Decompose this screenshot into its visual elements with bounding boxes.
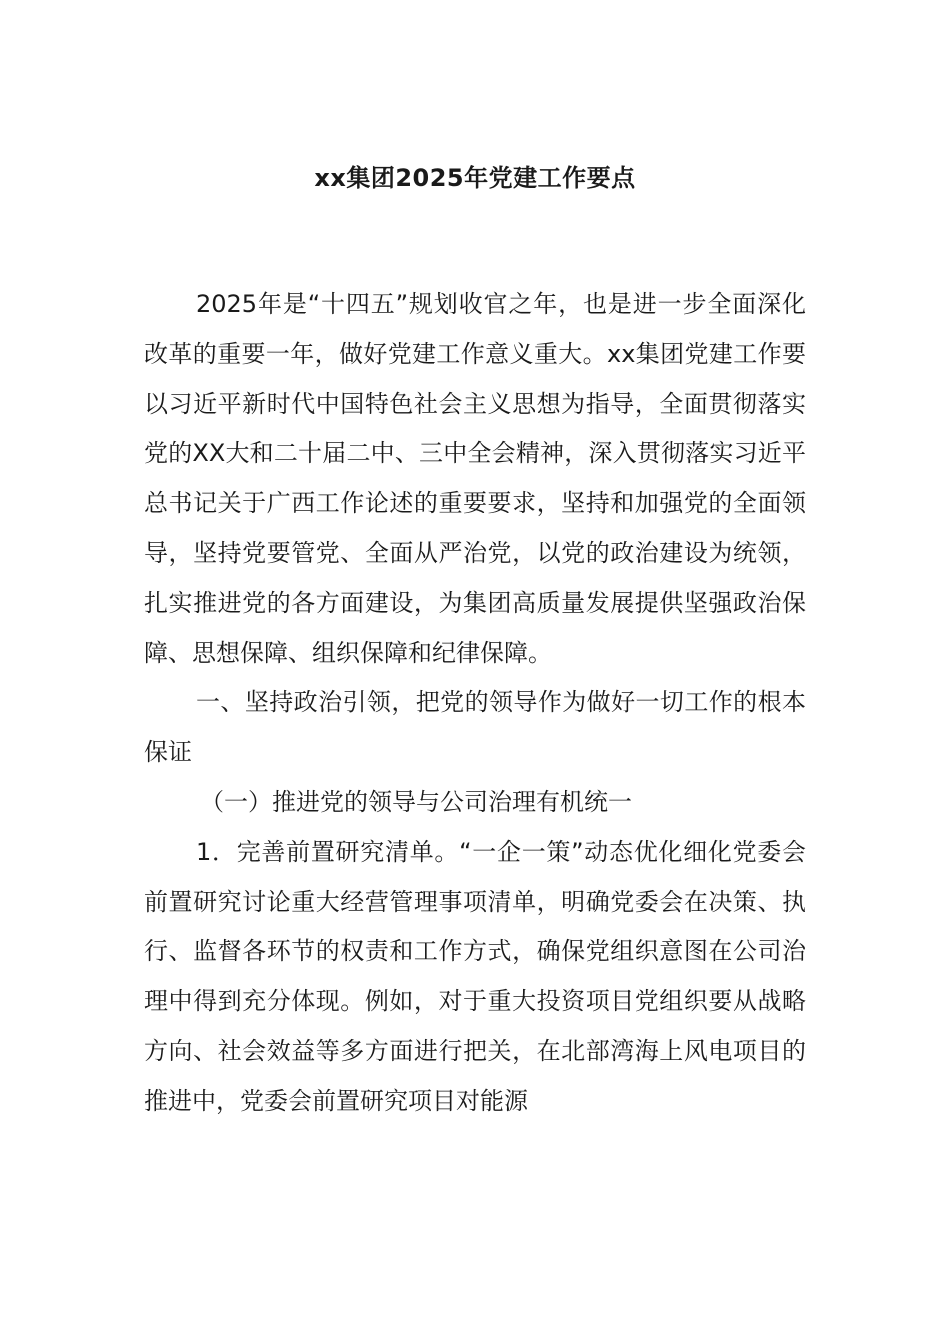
subsection-heading-1: （一）推进党的领导与公司治理有机统一: [200, 787, 632, 816]
document-body: [144, 280, 806, 1127]
document-title: xx集团2025年党建工作要点: [314, 164, 636, 192]
item-paragraph-1: 1．完善前置研究清单。“一企一策”动态优化细化党委会前置研究讨论重大经营管理事项清单，明确党委会在决策、执行、监督各环节的权责和工作方式，确保党组织意图在公司治理中得到充分体现。例如，对于重大投资项目党组织要从战略方向、社会效益等多方面进行把关，在北部湾海上风电项目的推进中，党委会前置研究项目对能源: [144, 837, 806, 1115]
section-heading-1: 一、坚持政治引领，把党的领导作为做好一切工作的根本保证: [144, 688, 806, 767]
intro-paragraph: 2025年是“十四五”规划收官之年，也是进一步全面深化改革的重要一年，做好党建工作意义重大。xx集团党建工作要以习近平新时代中国特色社会主义思想为指导，全面贯彻落实党的XX大和二十届二中、三中全会精神，深入贯彻落实习近平总书记关于广西工作论述的重要要求，坚持和加强党的全面领导，坚持党要管党、全面从严治党，以党的政治建设为统领，扎实推进党的各方面建设，为集团高质量发展提供坚强政治保障、思想保障、组织保障和纪律保障。: [144, 290, 806, 667]
